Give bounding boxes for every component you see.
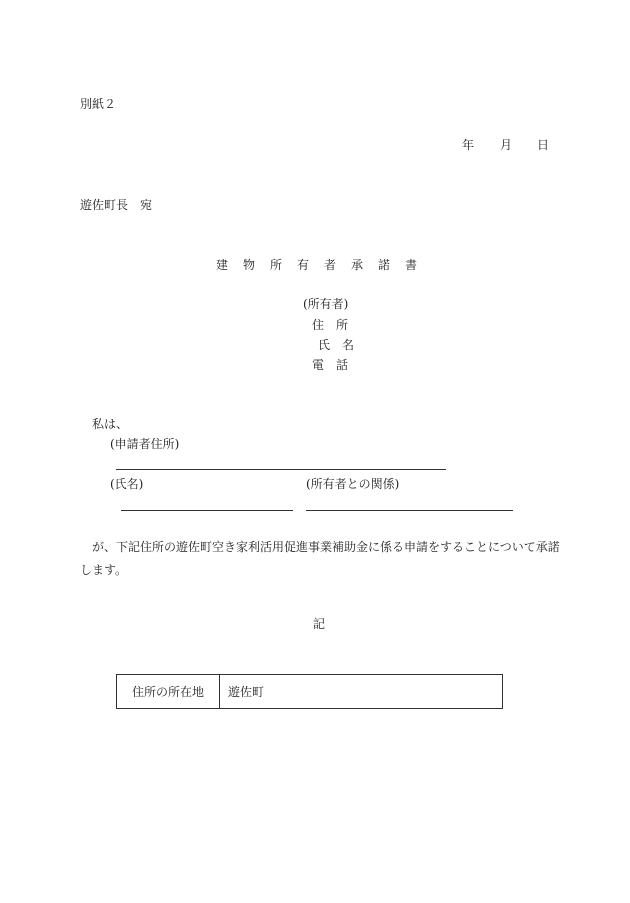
- attachment-number: 別紙２: [80, 97, 117, 111]
- statement-intro: 私は、: [92, 417, 129, 431]
- table-row: [117, 675, 503, 709]
- date-month: 月: [500, 138, 513, 152]
- owner-name-label: 氏 名: [318, 338, 355, 352]
- owner-address-label: 住 所: [312, 318, 349, 332]
- relation-line: [306, 510, 513, 511]
- applicant-address-label: (申請者住所): [110, 437, 180, 451]
- location-value-cell: 遊佐町: [220, 675, 503, 709]
- date-year: 年: [462, 138, 475, 152]
- addressee: 遊佐町長 宛: [80, 198, 153, 212]
- owner-heading: (所有者): [303, 297, 349, 311]
- date-day: 日: [537, 138, 550, 152]
- document-title: 建物所有者承諾書: [216, 258, 433, 272]
- applicant-address-line: [116, 469, 446, 470]
- location-table: [116, 674, 503, 709]
- applicant-name-label: (氏名): [110, 477, 144, 491]
- applicant-name-line: [121, 510, 293, 511]
- owner-phone-label: 電 話: [312, 358, 349, 372]
- record-heading: 記: [313, 617, 326, 631]
- consent-statement: が、下記住所の遊佐町空き家利活用促進事業補助金に係る申請をすることについて承諾します。: [80, 540, 560, 577]
- relation-label: (所有者との関係): [306, 477, 400, 491]
- location-label-cell: 住所の所在地: [117, 675, 220, 709]
